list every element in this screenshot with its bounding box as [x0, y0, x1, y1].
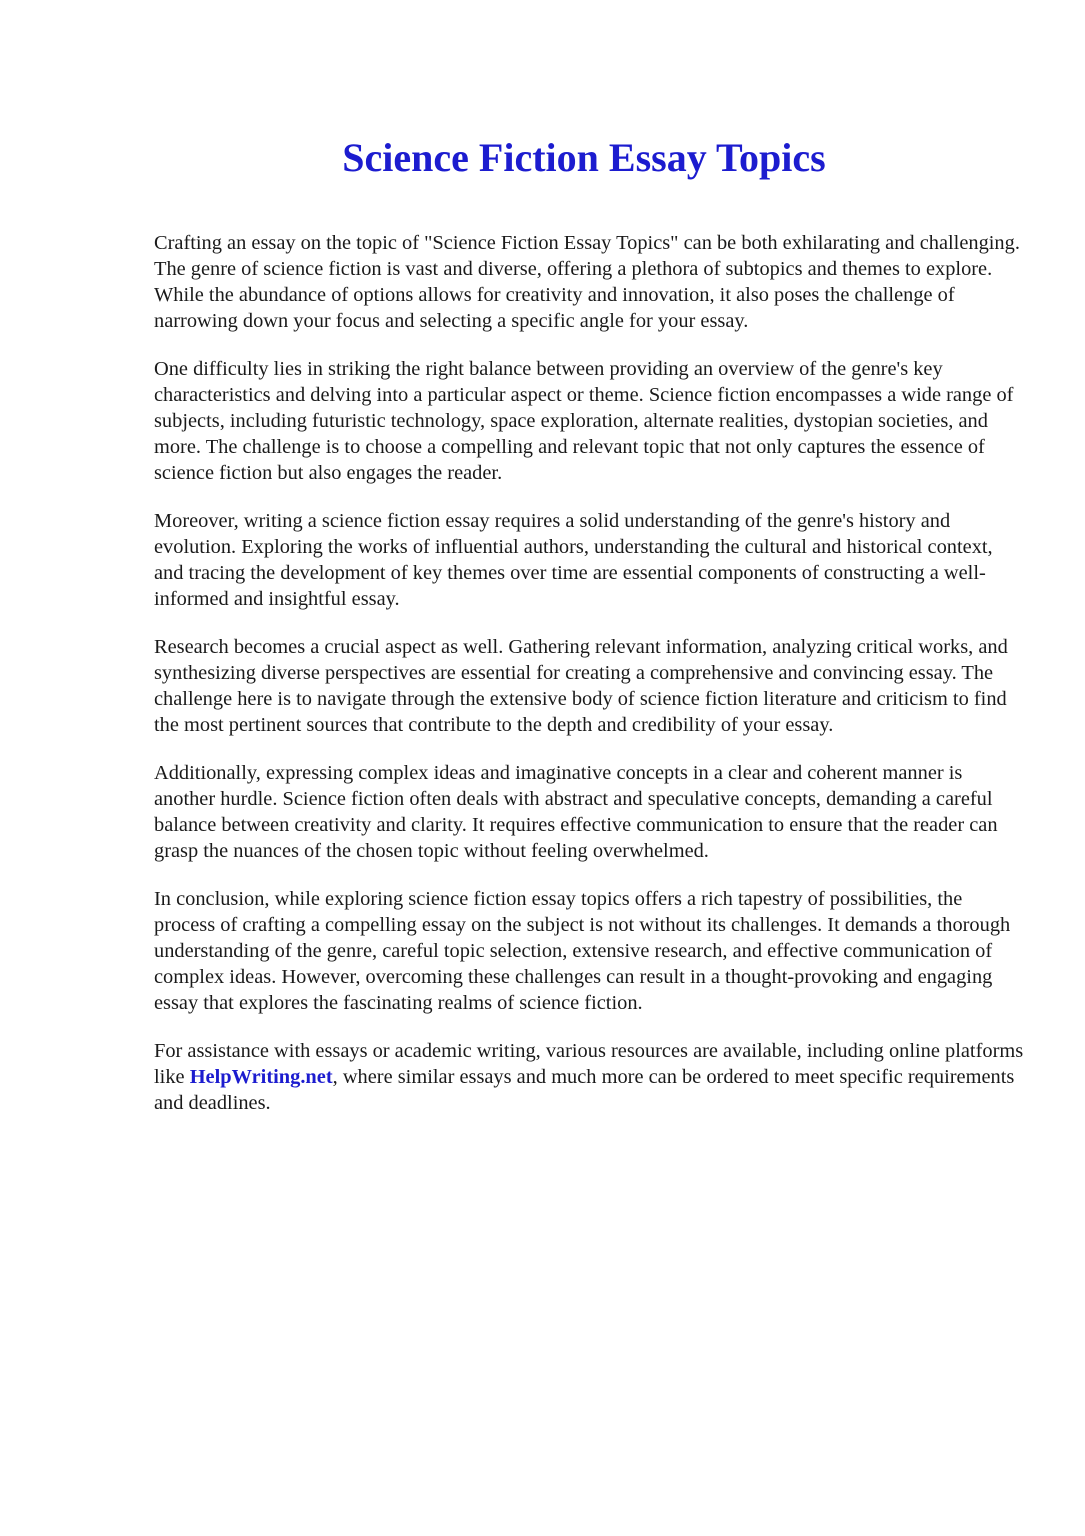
paragraph-intro: Crafting an essay on the topic of "Science Fiction Essay Topics" can be both exhilarating and challenging. The genre of science fiction is vast and diverse, offering a plethora of subtopics and themes to explore. While the abundance of options allows for creativity and innovation, it also poses the challenge of narrowing down your focus and selecting a specific angle for your essay.: [154, 232, 1020, 332]
paragraph-history: Moreover, writing a science fiction essay requires a solid understanding of the genre's history and evolution. Exploring the works of influential authors, understanding the cultural and historical context, and tracing the development of key themes over time are essential components of constructing a well-informed and insightful essay.: [154, 510, 993, 610]
helpwriting-link[interactable]: HelpWriting.net: [189, 1066, 333, 1088]
document-body: [154, 230, 1024, 1138]
paragraph-closing: [154, 1038, 1024, 1116]
paragraph-balance: One difficulty lies in striking the right balance between providing an overview of the genre's key characteristics and delving into a particular aspect or theme. Science fiction encompasses a wide range of subjects, including futuristic technology, space exploration, alternate realities, dystopian societies, and more. The challenge is to choose a compelling and relevant topic that not only captures the essence of science fiction but also engages the reader.: [154, 358, 1014, 484]
paragraph-expression: Additionally, expressing complex ideas and imaginative concepts in a clear and coherent manner is another hurdle. Science fiction often deals with abstract and speculative concepts, demanding a careful balance between creativity and clarity. It requires effective communication to ensure that the reader can grasp the nuances of the chosen topic without feeling overwhelmed.: [154, 762, 998, 862]
paragraph-conclusion: In conclusion, while exploring science fiction essay topics offers a rich tapestry of possibilities, the process of crafting a compelling essay on the subject is not without its challenges. It demands a thorough understanding of the genre, careful topic selection, extensive research, and effective communication of complex ideas. However, overcoming these challenges can result in a thought-provoking and engaging essay that explores the fascinating realms of science fiction.: [154, 888, 1011, 1014]
paragraph-research: Research becomes a crucial aspect as well. Gathering relevant information, analyzing critical works, and synthesizing diverse perspectives are essential for creating a comprehensive and convincing essay. The challenge here is to navigate through the extensive body of science fiction literature and criticism to find the most pertinent sources that contribute to the depth and credibility of your essay.: [154, 636, 1008, 736]
closing-text-before-link: For assistance with essays or academic writing, various resources are available, including online platforms like: [154, 1040, 1024, 1088]
document-title: Science Fiction Essay Topics: [342, 135, 826, 180]
closing-text-after-link: , where similar essays and much more can be ordered to meet specific requirements and deadlines.: [154, 1066, 1015, 1114]
